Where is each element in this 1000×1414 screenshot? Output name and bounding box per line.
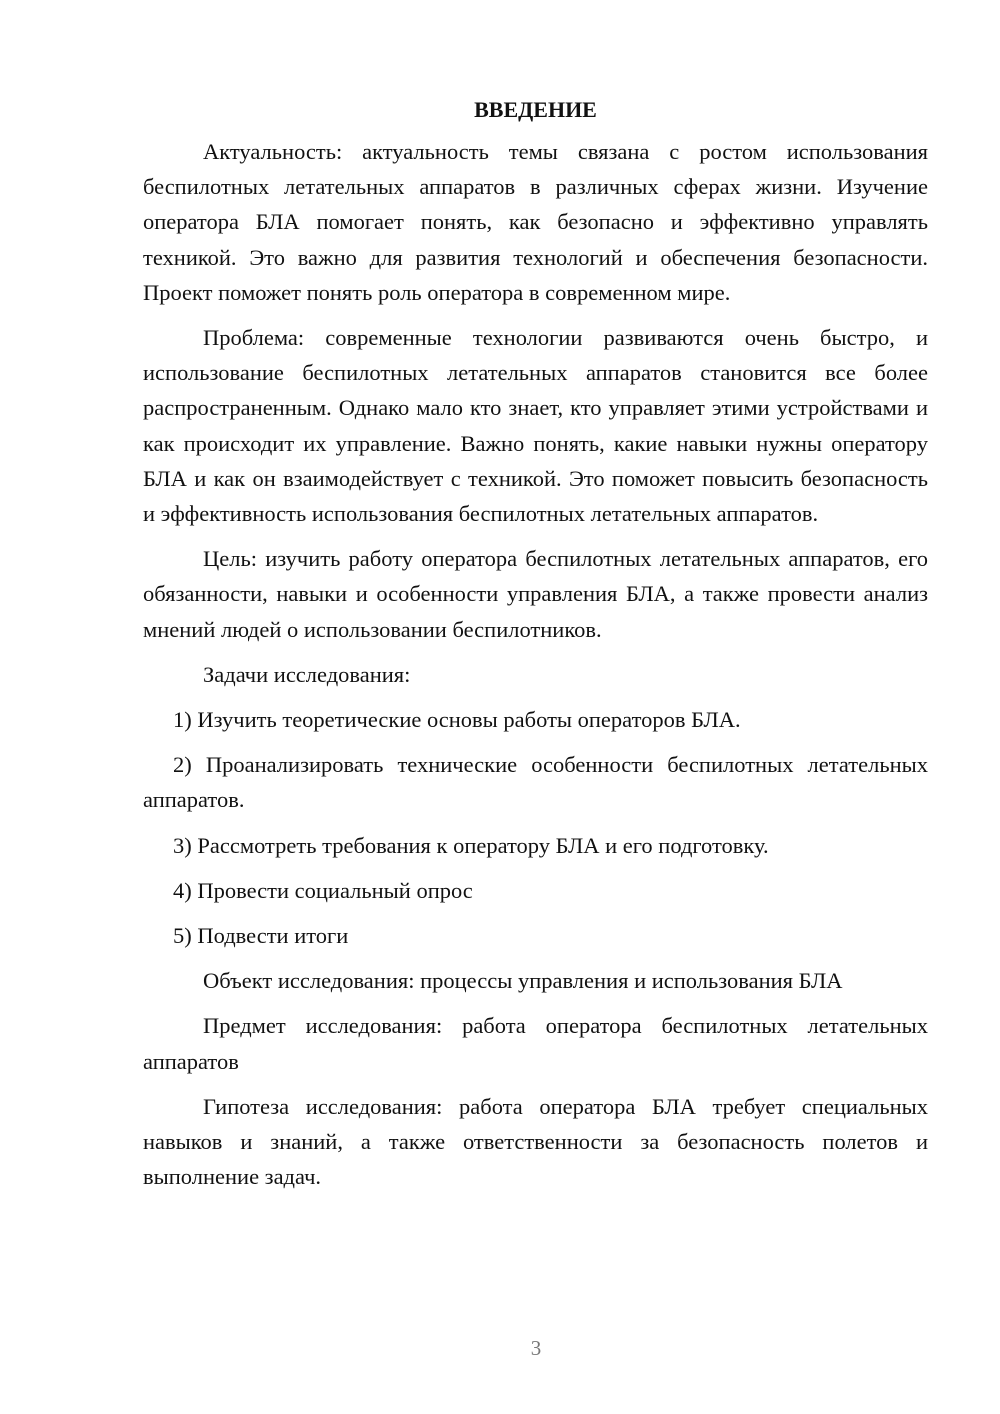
- subject-paragraph: Предмет исследования: работа оператора беспилотных летательных аппаратов: [143, 1013, 928, 1074]
- relevance-paragraph: Актуальность: актуальность темы связана с ростом использования беспилотных летательных аппаратов в различных сферах жизни. Изучение оператора БЛА помогает понять, как безопасно и эффективно управлять техникой. Это важно для развития технологий и обеспечения безопасности. Проект поможет понять роль оператора в современном мире.: [143, 139, 928, 305]
- problem-paragraph: Проблема: современные технологии развиваются очень быстро, и использование беспилотных летательных аппаратов становится все более распространенным. Однако мало кто знает, кто управляет этими устройствами и как происходит их управление. Важно понять, какие навыки нужны оператору БЛА и как он взаимодействует с техникой. Это поможет повысить безопасность и эффективность использования беспилотных летательных аппаратов.: [143, 325, 928, 527]
- hypothesis-paragraph: Гипотеза исследования: работа оператора БЛА требует специальных навыков и знаний, а также ответственности за безопасность полетов и выполнение задач.: [143, 1093, 928, 1190]
- page-content: [143, 94, 928, 1204]
- task-item: 2) Проанализировать технические особенности беспилотных летательных аппаратов.: [143, 752, 928, 813]
- task-item: 5) Подвести итоги: [173, 923, 349, 949]
- section-title: ВВЕДЕНИЕ: [474, 97, 597, 122]
- task-item: 4) Провести социальный опрос: [173, 877, 473, 903]
- object-paragraph: Объект исследования: процессы управления и использования БЛА: [203, 968, 843, 994]
- tasks-heading: Задачи исследования:: [203, 661, 411, 687]
- task-item: 3) Рассмотреть требования к оператору БЛА и его подготовку.: [173, 832, 769, 858]
- page-number: 3: [530, 1336, 542, 1360]
- task-item: 1) Изучить теоретические основы работы операторов БЛА.: [173, 707, 741, 733]
- goal-paragraph: Цель: изучить работу оператора беспилотных летательных аппаратов, его обязанности, навыки и особенности управления БЛА, а также провести анализ мнений людей о использовании беспилотников.: [143, 546, 928, 642]
